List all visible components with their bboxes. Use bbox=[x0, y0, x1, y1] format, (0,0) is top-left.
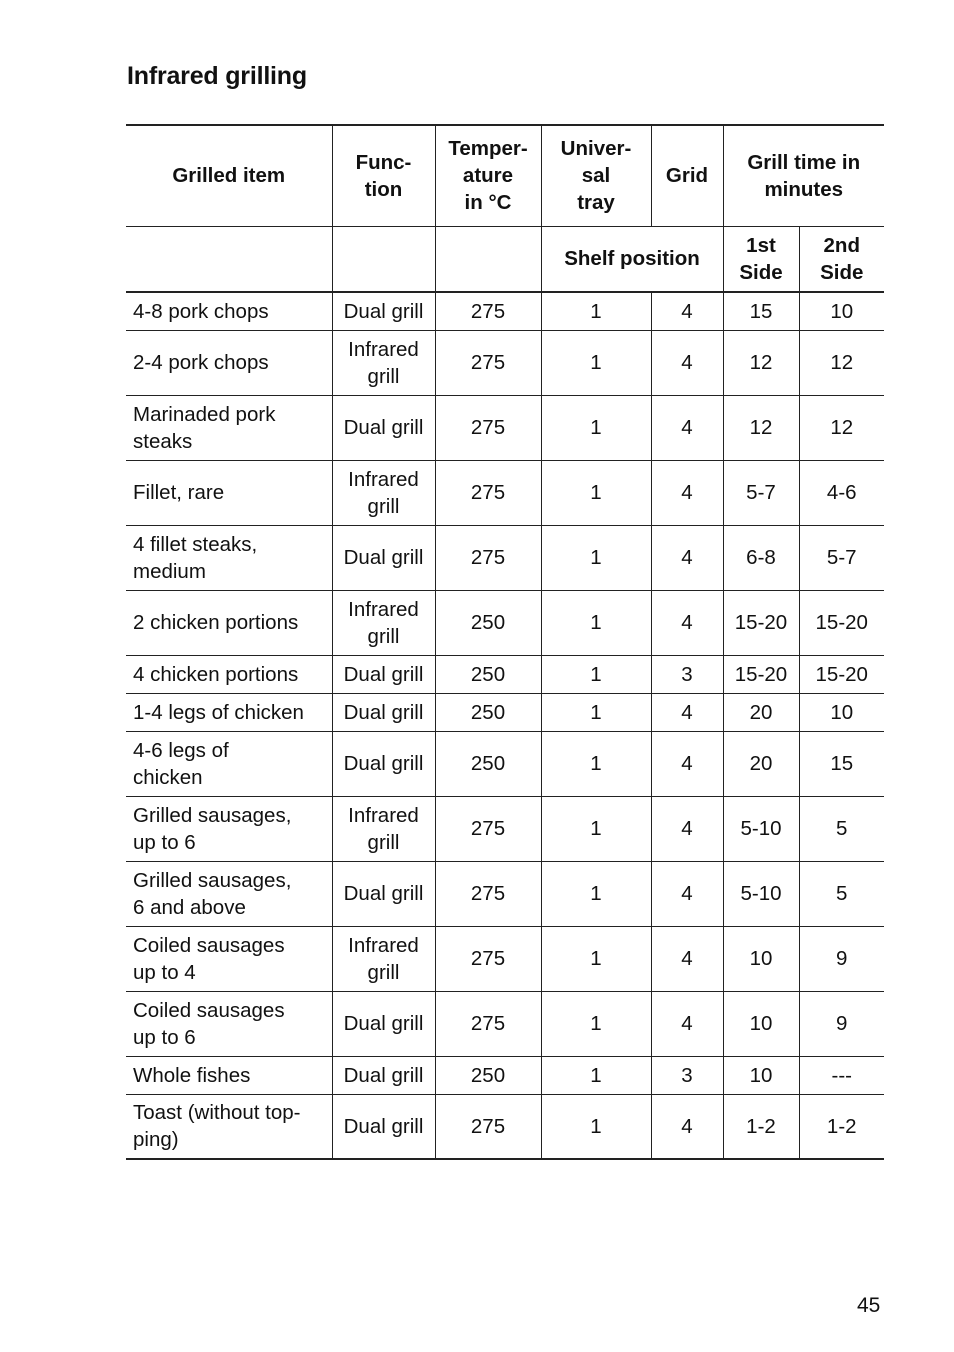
page-title: Infrared grilling bbox=[127, 62, 307, 90]
header-first-side: 1st Side bbox=[723, 226, 799, 292]
cell-first-side: 12 bbox=[723, 330, 799, 395]
cell-grid: 4 bbox=[651, 796, 723, 861]
header-grilled-item: Grilled item bbox=[126, 125, 332, 226]
cell-second-side: 5 bbox=[799, 796, 884, 861]
cell-universal-tray: 1 bbox=[541, 460, 651, 525]
header-function: Func- tion bbox=[332, 125, 435, 226]
cell-second-side: 10 bbox=[799, 292, 884, 330]
table-row bbox=[126, 1094, 884, 1159]
cell-first-side: 10 bbox=[723, 926, 799, 991]
header-shelf-position: Shelf position bbox=[541, 226, 723, 292]
cell-universal-tray: 1 bbox=[541, 731, 651, 796]
cell-first-side: 10 bbox=[723, 1056, 799, 1094]
cell-function: Infrared grill bbox=[332, 330, 435, 395]
cell-second-side: 15-20 bbox=[799, 590, 884, 655]
cell-universal-tray: 1 bbox=[541, 292, 651, 330]
cell-grilled-item: 2-4 pork chops bbox=[126, 330, 332, 395]
table-row bbox=[126, 590, 884, 655]
header-empty-cell bbox=[435, 226, 541, 292]
cell-temperature: 275 bbox=[435, 292, 541, 330]
cell-second-side: 5-7 bbox=[799, 525, 884, 590]
cell-grid: 3 bbox=[651, 655, 723, 693]
cell-function: Infrared grill bbox=[332, 926, 435, 991]
cell-temperature: 275 bbox=[435, 525, 541, 590]
cell-grid: 4 bbox=[651, 1094, 723, 1159]
cell-first-side: 1-2 bbox=[723, 1094, 799, 1159]
cell-grilled-item: 4-8 pork chops bbox=[126, 292, 332, 330]
cell-temperature: 250 bbox=[435, 590, 541, 655]
table-row bbox=[126, 292, 884, 330]
cell-grilled-item: 2 chicken portions bbox=[126, 590, 332, 655]
cell-grilled-item: 4 chicken portions bbox=[126, 655, 332, 693]
cell-first-side: 15 bbox=[723, 292, 799, 330]
cell-grid: 4 bbox=[651, 525, 723, 590]
cell-grid: 4 bbox=[651, 330, 723, 395]
cell-second-side: 4-6 bbox=[799, 460, 884, 525]
cell-second-side: 9 bbox=[799, 926, 884, 991]
cell-grilled-item: Fillet, rare bbox=[126, 460, 332, 525]
cell-second-side: 15-20 bbox=[799, 655, 884, 693]
cell-universal-tray: 1 bbox=[541, 991, 651, 1056]
header-grill-time: Grill time in minutes bbox=[723, 125, 884, 226]
cell-first-side: 20 bbox=[723, 731, 799, 796]
cell-function: Dual grill bbox=[332, 395, 435, 460]
table-row bbox=[126, 1056, 884, 1094]
page-number: 45 bbox=[857, 1294, 881, 1317]
cell-universal-tray: 1 bbox=[541, 861, 651, 926]
cell-temperature: 275 bbox=[435, 861, 541, 926]
cell-first-side: 5-10 bbox=[723, 861, 799, 926]
table-row bbox=[126, 525, 884, 590]
cell-universal-tray: 1 bbox=[541, 395, 651, 460]
header-universal-tray: Univer- sal tray bbox=[541, 125, 651, 226]
cell-grid: 4 bbox=[651, 292, 723, 330]
cell-universal-tray: 1 bbox=[541, 796, 651, 861]
cell-function: Dual grill bbox=[332, 1056, 435, 1094]
cell-grid: 3 bbox=[651, 1056, 723, 1094]
table-row bbox=[126, 655, 884, 693]
cell-universal-tray: 1 bbox=[541, 1094, 651, 1159]
cell-second-side: 12 bbox=[799, 395, 884, 460]
cell-first-side: 15-20 bbox=[723, 590, 799, 655]
cell-grilled-item: Grilled sausages, 6 and above bbox=[126, 861, 332, 926]
cell-first-side: 5-7 bbox=[723, 460, 799, 525]
cell-universal-tray: 1 bbox=[541, 655, 651, 693]
cell-grid: 4 bbox=[651, 460, 723, 525]
table-row bbox=[126, 460, 884, 525]
cell-first-side: 12 bbox=[723, 395, 799, 460]
cell-first-side: 6-8 bbox=[723, 525, 799, 590]
cell-grilled-item: 4-6 legs of chicken bbox=[126, 731, 332, 796]
cell-second-side: --- bbox=[799, 1056, 884, 1094]
cell-second-side: 12 bbox=[799, 330, 884, 395]
cell-function: Dual grill bbox=[332, 1094, 435, 1159]
cell-first-side: 10 bbox=[723, 991, 799, 1056]
table-row bbox=[126, 796, 884, 861]
cell-first-side: 15-20 bbox=[723, 655, 799, 693]
cell-grilled-item: Coiled sausages up to 4 bbox=[126, 926, 332, 991]
table-row bbox=[126, 926, 884, 991]
header-empty-cell bbox=[332, 226, 435, 292]
table-body bbox=[126, 292, 884, 1159]
cell-second-side: 10 bbox=[799, 693, 884, 731]
cell-grilled-item: Marinaded pork steaks bbox=[126, 395, 332, 460]
cell-function: Infrared grill bbox=[332, 460, 435, 525]
cell-universal-tray: 1 bbox=[541, 525, 651, 590]
table-row bbox=[126, 731, 884, 796]
cell-second-side: 1-2 bbox=[799, 1094, 884, 1159]
cell-grid: 4 bbox=[651, 731, 723, 796]
cell-grilled-item: 1-4 legs of chicken bbox=[126, 693, 332, 731]
cell-universal-tray: 1 bbox=[541, 926, 651, 991]
table-row bbox=[126, 693, 884, 731]
header-second-side: 2nd Side bbox=[799, 226, 884, 292]
cell-first-side: 20 bbox=[723, 693, 799, 731]
cell-grid: 4 bbox=[651, 926, 723, 991]
header-empty-cell bbox=[126, 226, 332, 292]
grilling-table bbox=[126, 124, 884, 1160]
cell-temperature: 275 bbox=[435, 330, 541, 395]
cell-second-side: 9 bbox=[799, 991, 884, 1056]
cell-function: Dual grill bbox=[332, 655, 435, 693]
cell-temperature: 275 bbox=[435, 991, 541, 1056]
cell-grilled-item: Whole fishes bbox=[126, 1056, 332, 1094]
cell-temperature: 275 bbox=[435, 395, 541, 460]
cell-function: Dual grill bbox=[332, 292, 435, 330]
cell-temperature: 275 bbox=[435, 926, 541, 991]
cell-grilled-item: 4 fillet steaks, medium bbox=[126, 525, 332, 590]
cell-grid: 4 bbox=[651, 693, 723, 731]
cell-grid: 4 bbox=[651, 395, 723, 460]
cell-function: Dual grill bbox=[332, 861, 435, 926]
cell-temperature: 250 bbox=[435, 693, 541, 731]
cell-temperature: 250 bbox=[435, 1056, 541, 1094]
cell-temperature: 275 bbox=[435, 796, 541, 861]
cell-universal-tray: 1 bbox=[541, 330, 651, 395]
header-grid: Grid bbox=[651, 125, 723, 226]
cell-grilled-item: Coiled sausages up to 6 bbox=[126, 991, 332, 1056]
cell-grid: 4 bbox=[651, 861, 723, 926]
header-temperature: Temper- ature in °C bbox=[435, 125, 541, 226]
table-row bbox=[126, 330, 884, 395]
cell-second-side: 5 bbox=[799, 861, 884, 926]
cell-temperature: 275 bbox=[435, 460, 541, 525]
cell-grid: 4 bbox=[651, 590, 723, 655]
cell-temperature: 275 bbox=[435, 1094, 541, 1159]
cell-function: Dual grill bbox=[332, 731, 435, 796]
cell-function: Dual grill bbox=[332, 693, 435, 731]
cell-grilled-item: Toast (without top- ping) bbox=[126, 1094, 332, 1159]
cell-first-side: 5-10 bbox=[723, 796, 799, 861]
cell-function: Infrared grill bbox=[332, 796, 435, 861]
cell-function: Dual grill bbox=[332, 525, 435, 590]
table-row bbox=[126, 861, 884, 926]
cell-universal-tray: 1 bbox=[541, 590, 651, 655]
cell-grid: 4 bbox=[651, 991, 723, 1056]
cell-temperature: 250 bbox=[435, 655, 541, 693]
cell-temperature: 250 bbox=[435, 731, 541, 796]
table-row bbox=[126, 991, 884, 1056]
cell-function: Infrared grill bbox=[332, 590, 435, 655]
cell-grilled-item: Grilled sausages, up to 6 bbox=[126, 796, 332, 861]
cell-function: Dual grill bbox=[332, 991, 435, 1056]
cell-universal-tray: 1 bbox=[541, 1056, 651, 1094]
table-row bbox=[126, 395, 884, 460]
cell-universal-tray: 1 bbox=[541, 693, 651, 731]
cell-second-side: 15 bbox=[799, 731, 884, 796]
